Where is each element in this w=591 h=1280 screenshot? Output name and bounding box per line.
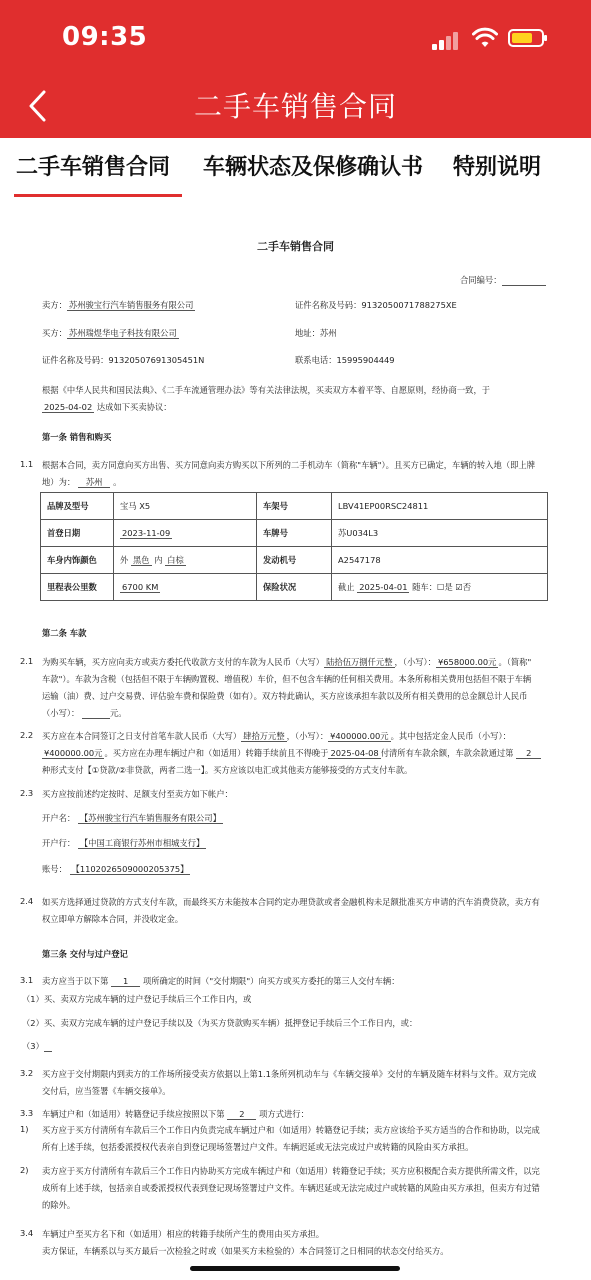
clause-2-2-number: 2.2 (20, 730, 34, 740)
clause-2-3-text: 买方应按前述约定按时、足额支付至卖方如下帐户： (42, 789, 233, 799)
clause-1-1-city-line: 地）为： 苏州 。 (42, 477, 122, 487)
tab-bar (0, 150, 591, 202)
clause-3-3-item2-line2: 成所有上述手续，包括亲自或委派授权代表到登记现场签署过户文件。车辆迟延或无法完成过户或转籍的风险由买方承担，但卖方有过错 (42, 1183, 540, 1193)
clause-3-1-option2: （2）买、卖双方完成车辆的过户登记手续以及（为买方贷款购买车辆）抵押登记手续后三个工作日内，或： (22, 1018, 418, 1028)
clause-3-4-number: 3.4 (20, 1228, 34, 1238)
mileage-value: 6700 KM (114, 574, 257, 601)
clause-3-3-item1-line2: 所有上述手续，包括委派授权代表亲自到登记现场签署过户文件。车辆迟延或无法完成过户或转籍的风险由买方承担。 (42, 1142, 474, 1152)
clause-3-3-text: 车辆过户和（如适用）转籍登记手续应按照以下第 2 项方式进行： (42, 1109, 309, 1119)
clause-3-3-item2-line1: 卖方应于买方付清所有车款后三个工作日内协助买方完成车辆过户和（如适用）转籍登记手续；买方应积极配合卖方提供所需文件，以完 (42, 1166, 540, 1176)
brand-label: 品牌及型号 (41, 493, 114, 520)
clause-2-1-line1: 为购买车辆，买方应向卖方或卖方委托代收款方支付的车款为人民币（大写） 陆拾伍万捌仟元整 ，（小写）： ¥658000.00元 。（简称" (42, 657, 532, 667)
clause-3-3-item2-line3: 的除外。 (42, 1200, 76, 1210)
app-header (0, 0, 591, 138)
contract-no-label: 合同编号： (460, 274, 546, 286)
clause-1-1-number: 1.1 (20, 459, 34, 469)
battery-icon (508, 29, 544, 47)
clause-3-4-line2: 卖方保证，车辆系以与买方最后一次检验之时或（如果买方未检验的）本合同签订之日相同的状态交付给买方。 (42, 1246, 449, 1256)
mileage-label: 里程表公里数 (41, 574, 114, 601)
color-label: 车身内饰颜色 (41, 547, 114, 574)
status-time: 09:35 (62, 22, 148, 52)
clause-3-4-line1: 车辆过户至买方名下和（如适用）相应的转籍手续所产生的费用由买方承担。 (42, 1229, 325, 1239)
tab-sales-contract[interactable]: 二手车销售合同 (16, 155, 171, 180)
clause-3-3-item2-number: 2) (20, 1165, 29, 1175)
brand-value: 宝马 X5 (114, 493, 257, 520)
buyer-line: 买方： 苏州瑞煜华电子科技有限公司 (42, 328, 177, 338)
page-title: 二手车销售合同 (193, 90, 397, 123)
reg-date-value: 2023-11-09 (114, 520, 257, 547)
vin-label: 车架号 (257, 493, 332, 520)
seller-line: 卖方： 苏州骏宝行汽车销售服务有限公司 (42, 300, 194, 310)
wifi-icon (472, 27, 498, 49)
clause-3-3-number: 3.3 (20, 1108, 34, 1118)
article-2-heading: 第二条 车款 (42, 628, 87, 638)
vehicle-info-table (40, 492, 548, 601)
account-name-line: 开户名： 【苏州骏宝行汽车销售服务有限公司】 (42, 813, 221, 823)
engine-value: A2547178 (332, 547, 548, 574)
account-bank-line: 开户行： 【中国工商银行苏州市相城支行】 (42, 838, 205, 848)
seller-id-line: 证件名称及号码：913205007178827​5XE (295, 300, 457, 310)
plate-label: 车牌号 (257, 520, 332, 547)
clause-3-1-option3: （3） (22, 1040, 52, 1052)
clause-2-1-number: 2.1 (20, 656, 34, 666)
insurance-label: 保险状况 (257, 574, 332, 601)
intro-text: 根据《中华人民共和国民法典》、《二手车流通管理办法》等有关法律法规，买卖双方本着平等、自愿原则，经协商一致，于 (42, 385, 491, 395)
active-tab-indicator (14, 194, 182, 197)
clause-1-1-text: 根据本合同，卖方同意向买方出售、买方同意向卖方购买以下所列的二手机动车（简称"车辆"）。且买方已确定，车辆的转入地（即上牌 (42, 460, 536, 470)
clause-3-1-text: 卖方应当于以下第 1 项所确定的时间（"交付期限"）向买方或买方委托的第三人交付车辆： (42, 976, 400, 986)
clause-2-2-line2: ¥400000.00元 。买方应在办理车辆过户和（如适用）转籍手续前且不得晚于 2025-04-08 付清所有车款余额，车款余款通过第 2 (42, 747, 541, 759)
address-line: 地址：苏州 (295, 328, 337, 338)
clause-2-4-number: 2.4 (20, 896, 34, 906)
clause-2-4-line1: 如买方选择通过贷款的方式支付车款，而最终买方未能按本合同约定办理贷款或者金融机构未足额批准买方申请的汽车消费贷款，卖方有 (42, 897, 540, 907)
clause-3-1-option1: （1）买、卖双方完成车辆的过户登记手续后三个工作日内，或 (22, 994, 252, 1004)
insurance-value: 截止 2025-04-01 随车：☐是 ☑否 (332, 574, 548, 601)
color-value: 外 黑色 内 白棕 (114, 547, 257, 574)
intro-date-line: 2025-04-02 达成如下买卖协议： (44, 402, 172, 412)
clause-2-2-line3: 种形式支付【①贷款/②非贷款，两者二选一】。买方应该以电汇或其他卖方能够接受的方式支付车款。 (42, 765, 413, 775)
clause-3-2-line1: 买方应于交付期限内到卖方的工作场所接受卖方依据以上第1.1条所列机动车与《车辆交接单》交付的车辆及随车材料与文件。双方完成 (42, 1069, 537, 1079)
plate-value: 苏U034L3 (332, 520, 548, 547)
article-1-heading: 第一条 销售和购买 (42, 432, 112, 442)
clause-3-1-number: 3.1 (20, 975, 34, 985)
tab-special-notes[interactable]: 特别说明 (453, 155, 542, 180)
article-3-heading: 第三条 交付与过户登记 (42, 949, 128, 959)
tab-vehicle-status[interactable]: 车辆状态及保修确认书 (203, 155, 424, 180)
clause-3-2-line2: 交付后，应当签署《车辆交接单》。 (42, 1086, 171, 1096)
home-indicator[interactable] (190, 1266, 400, 1271)
clause-2-4-line2: 权立即单方解除本合同，并没收定金。 (42, 914, 184, 924)
engine-label: 发动机号 (257, 547, 332, 574)
contract-document (0, 210, 591, 1280)
clause-3-3-item1-line1: 买方应于买方付清所有车款后三个工作日内负责完成车辆过户和（如适用）转籍登记手续；卖方应该给予买方适当的合作和协助，以完成 (42, 1125, 540, 1135)
clause-2-1-line3: 运输（油）费、过户交易费、评估验车费和保险费（如有）。双方特此确认，买方应该承担车款以及所有相关费用的总金额总计人民币 (42, 691, 528, 701)
doc-title: 二手车销售合同 (257, 240, 334, 253)
clause-2-2-line1: 买方应在本合同签订之日支付首笔车款人民币（大写） 肆拾万元整 ，（小写）： ¥400000.00元 。其中包括定金人民币（小写）： (42, 731, 511, 741)
clause-3-3-item1-number: 1) (20, 1124, 29, 1134)
buyer-id-line: 证件名称及号码：91320507691305451N (42, 355, 205, 365)
vin-value: LBV41EP00RSC24811 (332, 493, 548, 520)
clause-3-2-number: 3.2 (20, 1068, 34, 1078)
cellular-signal-icon (432, 30, 462, 50)
phone-line: 联系电话：15995904449 (295, 355, 395, 365)
clause-2-3-number: 2.3 (20, 788, 34, 798)
account-number-line: 账号： 【1102026509000205375】 (42, 864, 189, 874)
clause-2-1-line4: （小写）： 元。 (42, 708, 127, 718)
reg-date-label: 首登日期 (41, 520, 114, 547)
clause-2-1-line2: 车款"）。车款为含税（包括但不限于车辆购置税、增值税）车价，但不包含车辆的任何相关费用。本条所称相关费用包括但不限于车辆 (42, 674, 532, 684)
